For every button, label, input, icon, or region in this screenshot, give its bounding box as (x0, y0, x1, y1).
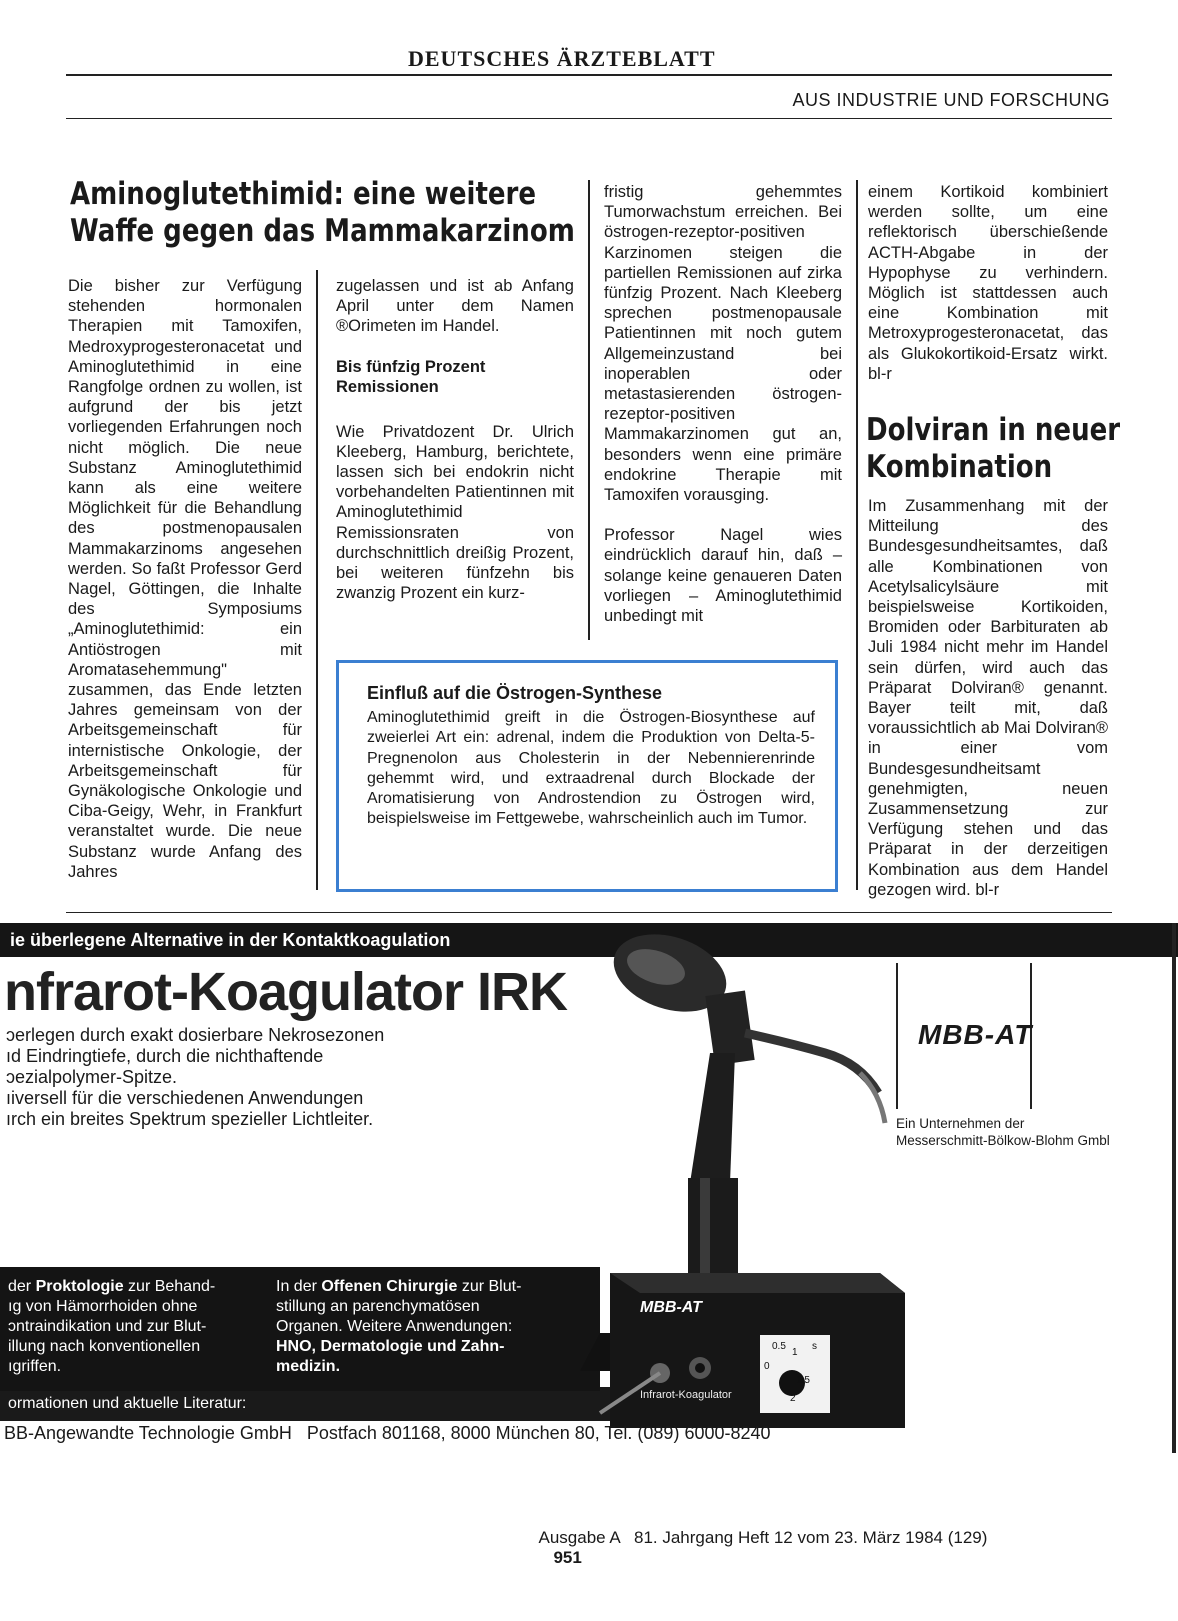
article-paragraph: Im Zusammenhang mit der Mitteilung des Bundesgesundheitsamtes, daß alle Kombinationen von Acetylsalicylsäure mit beispielsweise Kortikoiden, Bromiden oder Barbituraten ab Juli 1984 nicht mehr im Handel sein dürfen, wird auch das Präparat Dolviran® genannt. Bayer teilt mit, daß voraussichtlich ab Mai Dolviran® in einer vom Bundesgesundheitsamt genehmigten, neuen Zusammensetzung zur Verfügung stehen und das Präparat in der derzeitigen Kombination aus dem Handel gezogen wird. bl-r (868, 497, 1108, 899)
info-box (336, 660, 838, 892)
ad-text-line: illung nach konventionellen (8, 1338, 201, 1355)
dial-tick: 1 (792, 1347, 798, 1358)
article-paragraph: fristig gehemmtes Tumorwachstum erreichen. Bei östrogen-rezeptor-positiven Karzinomen steigen die partiellen Remissionen auf zirka fünfzig Prozent. Nach Kleeberg sprechen postmenopausale Patientinnen mit noch gutem Allgemeinzustand bei inoperablen oder metastasierenden östrogen-rezeptor-positiven Mammakarzinomen gut an, besonders wenn eine primäre endokrine Therapie mit Tamoxifen vorausging. (604, 183, 842, 505)
article-paragraph: Professor Nagel wies eindrücklich darauf hin, daß – solange keine genaueren Daten vorliegen – Aminoglutethimid unbedingt mit (604, 526, 842, 626)
article-paragraph: einem Kortikoid kombiniert werden sollte, um eine reflektorisch überschießende ACTH-Abgabe in der Hypophyse zu verhindern. Möglich ist stattdessen auch eine Kombination mit Metroxyprogesteronacetat, das als Glukokortikoid-Ersatz wirkt. bl-r (868, 183, 1108, 383)
ad-bullet-line: ıiversell für die verschiedenen Anwendungen (6, 1088, 364, 1108)
article-2-headline (866, 412, 1120, 486)
article-paragraph: Die bisher zur Verfügung stehenden hormonalen Therapien mit Tamoxifen, Medroxyprogesteronacetat und Aminoglutethimid in eine Rangfolge ordnen zu wollen, ist aufgrund der bis jetzt vorliegenden Erfahrungen noch nicht möglich. Die neue Substanz Aminoglutethimid kann als eine weitere Möglichkeit für die Behandlung des postmenopausalen Mammakarzinoms angesehen werden. So faßt Professor Gerd Nagel, Göttingen, die Inhalte des Symposiums „Aminoglutethimid: ein Antiöstrogen mit Aromatasehemmung" zusammen, das Ende letzten Jahres gemeinsam von der Arbeitsgemeinschaft für internistische Onkologie, der Arbeitsgemeinschaft für Gynäkologische Onkologie und Ciba-Geigy, Wehr, in Frankfurt veranstaltet wurde. Die neue Substanz wurde Anfang des Jahres (68, 277, 302, 881)
ad-text-line: HNO, Dermatologie und Zahn- (276, 1338, 505, 1355)
advertisement (0, 923, 1178, 1483)
ad-bullet-line: ɔerlegen durch exakt dosierbare Nekrosezonen (6, 1025, 385, 1045)
ad-right-border (1172, 923, 1176, 1453)
ad-bullet-line: ɔezialpolymer-Spitze. (6, 1067, 178, 1087)
column-rule (588, 180, 590, 640)
company-info (896, 1115, 1110, 1149)
dial-tick: s (812, 1341, 817, 1352)
dial-tick: 2 (790, 1393, 796, 1404)
dial-scale (764, 1339, 826, 1411)
ad-banner-text: ie überlegene Alternative in der Kontaktkoagulation (10, 930, 451, 950)
article-subhead: Bis fünfzig Prozent Remissionen (336, 357, 486, 397)
highlight: Offenen Chirurgie (321, 1278, 458, 1295)
column-rule (316, 270, 318, 890)
company-line: Messerschmitt-Bölkow-Blohm Gmbl (896, 1133, 1110, 1148)
ad-bullet-line: ıd Eindringtiefe, durch die nichthaftende (6, 1046, 324, 1066)
ad-text-line: ɔntraindikation und zur Blut- (8, 1318, 207, 1335)
article-2-text (868, 496, 1108, 900)
ad-text-line: ıgriffen. (8, 1358, 62, 1375)
info-box-title: Einfluß auf die Östrogen-Synthese (367, 683, 663, 703)
page-number: 951 (553, 1548, 582, 1567)
article-headline (70, 176, 575, 250)
article-paragraph: Wie Privatdozent Dr. Ulrich Kleeberg, Hamburg, berichtete, lassen sich bei endokrin nicht vorbehandelten Patientinnen mit Aminoglutethimid Remissionsraten von durchschnittlich dreißig Prozent, bei weiteren fünfzehn bis zwanzig Prozent ein kurz- (336, 422, 574, 603)
ad-separator (66, 912, 1112, 913)
headline-line-1: Aminoglutethimid: eine weitere (70, 176, 537, 212)
section-title: AUS INDUSTRIE UND FORSCHUNG (792, 90, 1110, 110)
masthead: DEUTSCHES ÄRZTEBLATT (408, 46, 716, 71)
issue-info: Ausgabe A 81. Jahrgang Heft 12 vom 23. März 1984 (129) (538, 1528, 988, 1547)
headline-line-2: Waffe gegen das Mammakarzinom (70, 213, 575, 249)
page-footer (530, 1508, 987, 1568)
ad-text-line: der Proktologie zur Behand- (8, 1278, 216, 1295)
header-rule (66, 74, 1112, 76)
article-paragraph: zugelassen und ist ab Anfang April unter dem Namen ®Orimeten im Handel. (336, 277, 574, 336)
ad-bullets (6, 1025, 426, 1130)
article-column-3 (604, 182, 842, 626)
info-box-text: Aminoglutethimid greift in die Östrogen-Biosynthese auf zweierlei Art ein: adrenal, indem die Produktion von Delta-5-Pregnenolon aus Cholesterin in der Nebennierenrinde gehemmt wird, und extraadrenal durch Blockade der Aromatisierung von Androstendion zu Östrogen wird, beispielsweise im Fettgewebe, wahrscheinlich auch im Tumor. (367, 709, 815, 828)
ad-proktologie-text (8, 1277, 258, 1377)
headline-line-1: Dolviran in neuer (866, 412, 1121, 448)
ad-title: nfrarot-Koagulator IRK (4, 962, 567, 1022)
dial-tick: 0.5 (772, 1341, 786, 1352)
highlight: Proktologie (35, 1278, 124, 1295)
ad-text-line: In der Offenen Chirurgie zur Blut- (276, 1278, 522, 1295)
dial-tick: 0 (764, 1361, 770, 1372)
headline-line-2: Kombination (866, 449, 1053, 485)
article-column-1 (68, 276, 302, 882)
ad-chirurgie-text (276, 1277, 566, 1377)
device-logo: MBB-AT (640, 1299, 702, 1316)
header-rule-bottom (66, 118, 1112, 119)
device-label: Infrarot-Koagulator (640, 1389, 732, 1401)
ad-text-line: stillung an parenchymatösen (276, 1298, 480, 1315)
ad-text-line: Organen. Weitere Anwendungen: (276, 1318, 513, 1335)
logo-frame (896, 963, 898, 1109)
company-line: Ein Unternehmen der (896, 1116, 1025, 1131)
column-rule (856, 180, 858, 890)
article-column-2 (336, 276, 574, 603)
mbb-logo: MBB-AT (918, 1019, 1033, 1050)
ad-address: BB-Angewandte Technologie GmbH Postfach 801168, 8000 München 80, Tel. (089) 6000-8240 (4, 1423, 771, 1443)
ad-info-label: ormationen und aktuelle Literatur: (8, 1395, 247, 1412)
article-column-4 (868, 182, 1108, 384)
ad-bullet-line: ırch ein breites Spektrum spezieller Lichtleiter. (6, 1109, 374, 1129)
ad-text-line: ıg von Hämorrhoiden ohne (8, 1298, 198, 1315)
ad-text-line: medizin. (276, 1358, 341, 1375)
dial-tick: 1.5 (796, 1375, 810, 1386)
